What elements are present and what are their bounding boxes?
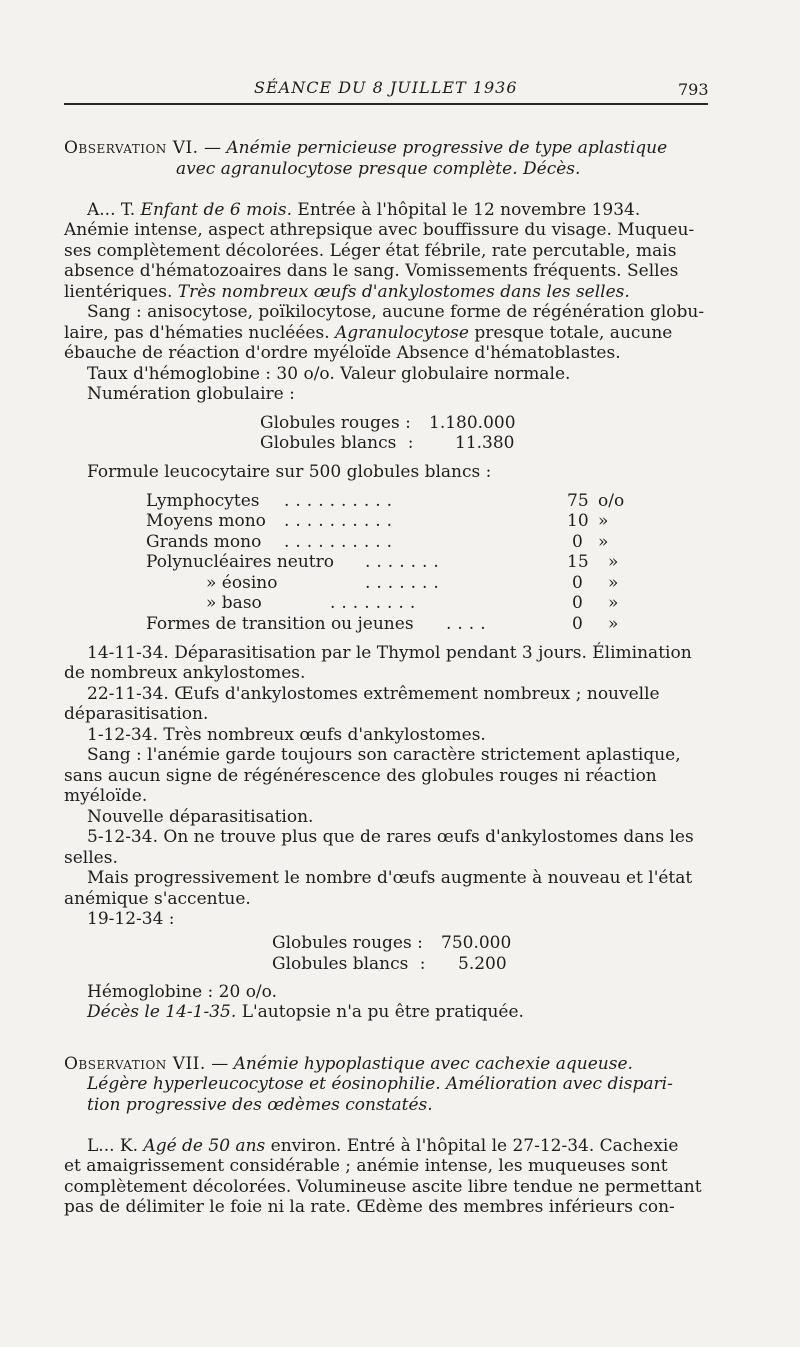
formula-dots: .......	[365, 573, 445, 593]
event-1-line2: de nombreux ankylostomes.	[64, 663, 306, 683]
obs7-heading-line1	[64, 1054, 633, 1074]
formula-dots: .......	[365, 552, 445, 572]
lienteriques: lientériques.	[64, 282, 173, 302]
formula-value: 10	[567, 511, 589, 531]
obs7-p1-line3: complètement décolorées. Volumineuse ascite libre tendue ne permettant	[64, 1177, 702, 1197]
event-5: Nouvelle déparasitisation.	[87, 807, 314, 827]
obs7-dash: —	[211, 1054, 229, 1074]
header-rule	[64, 103, 708, 105]
formula-label: Moyens mono	[146, 511, 266, 531]
count-row	[260, 433, 414, 453]
formula-dots: ..........	[284, 511, 399, 531]
hemoglobine: Hémoglobine : 20 o/o.	[87, 982, 277, 1002]
obs7-title: Anémie hypoplastique avec cachexie aqueuse.	[233, 1054, 633, 1074]
patient-age: Enfant de 6 mois.	[140, 200, 293, 220]
formula-dots: ........	[330, 593, 422, 613]
obs6-p3: Taux d'hémoglobine : 30 o/o. Valeur globulaire normale.	[87, 364, 571, 384]
obs7-title-line3: tion progressive des œdèmes constatés.	[87, 1095, 433, 1115]
admission: Entrée à l'hôpital le 12 novembre 1934.	[297, 200, 641, 220]
formula-label	[206, 573, 277, 593]
formula-label	[206, 593, 262, 613]
count-label: Globules blancs	[260, 433, 397, 453]
formule-heading: Formule leucocytaire sur 500 globules blancs :	[87, 462, 492, 482]
obs7-p1-line2: et amaigrissement considérable ; anémie intense, les muqueuses sont	[64, 1156, 668, 1176]
count-value: 1.180.000	[429, 413, 516, 433]
ditto-mark: » éosino	[206, 573, 278, 593]
formula-value: 0	[572, 614, 583, 634]
eggs-note: Très nombreux œufs d'ankylostomes dans les selles.	[177, 282, 630, 302]
obs7-p1-line1	[87, 1136, 678, 1156]
formula-value: 75	[567, 491, 589, 511]
formula-unit: o/o	[598, 491, 625, 511]
obs6-p1-line3: ses complètement décolorées. Léger état fébrile, rate percutable, mais	[64, 241, 677, 261]
formula-dots: ....	[446, 614, 492, 634]
formula-label: Lymphocytes	[146, 491, 260, 511]
formula-dots: ..........	[284, 532, 399, 552]
obs7-label: Observation VII.	[64, 1054, 206, 1074]
autopsy-note: L'autopsie n'a pu être pratiquée.	[241, 1002, 524, 1022]
running-title: SÉANCE DU 8 JUILLET 1936	[254, 78, 518, 97]
p2-a: laire, pas d'hématies nucléées.	[64, 323, 330, 343]
formula-unit: »	[598, 532, 609, 552]
event-7-line2: anémique s'accentue.	[64, 889, 251, 909]
patient-age: Agé de 50 ans	[143, 1136, 266, 1156]
patient-id: A... T.	[87, 200, 136, 220]
obs6-p1-line2: Anémie intense, aspect athrepsique avec bouffissure du visage. Muqueu-	[64, 220, 695, 240]
formula-unit: »	[608, 614, 619, 634]
count-label: Globules rouges	[272, 933, 412, 953]
obs7-p1-line4: pas de délimiter le foie ni la rate. Œdème des membres inférieurs con-	[64, 1197, 675, 1217]
count-label: Globules rouges	[260, 413, 400, 433]
admission: environ. Entré à l'hôpital le 27-12-34. Cachexie	[270, 1136, 679, 1156]
event-2-line1: 22-11-34. Œufs d'ankylostomes extrêmement nombreux ; nouvelle	[87, 684, 660, 704]
formula-value: 0	[572, 593, 583, 613]
event-4-line3: myéloïde.	[64, 786, 148, 806]
event-7-line1: Mais progressivement le nombre d'œufs augmente à nouveau et l'état	[87, 868, 693, 888]
event-4-line1: Sang : l'anémie garde toujours son caractère strictement aplastique,	[87, 745, 681, 765]
obs6-p2-line1: Sang : anisocytose, poïkilocytose, aucune forme de régénération globu-	[87, 302, 705, 322]
event-6-line1: 5-12-34. On ne trouve plus que de rares œufs d'ankylostomes dans les	[87, 827, 694, 847]
count-row	[260, 413, 411, 433]
event-1-line1: 14-11-34. Déparasitisation par le Thymol pendant 3 jours. Élimination	[87, 643, 692, 663]
patient-id: L... K.	[87, 1136, 139, 1156]
count-sep: :	[417, 933, 423, 953]
ditto-mark: » baso	[206, 593, 262, 613]
count-row	[272, 933, 423, 953]
obs6-p4: Numération globulaire :	[87, 384, 295, 404]
count-value: 750.000	[441, 933, 512, 953]
death-date: Décès le 14-1-35.	[87, 1002, 237, 1022]
count-label: Globules blancs	[272, 954, 409, 974]
count-sep: :	[419, 954, 426, 974]
event-6-line2: selles.	[64, 848, 118, 868]
formula-unit: »	[608, 593, 619, 613]
event-2-line2: déparasitisation.	[64, 704, 209, 724]
event-3: 1-12-34. Très nombreux œufs d'ankylostomes.	[87, 725, 486, 745]
formula-value: 15	[567, 552, 589, 572]
count-value: 5.200	[458, 954, 507, 974]
agranulocytose: Agranulocytose	[335, 323, 469, 343]
page-number: 793	[678, 80, 709, 99]
obs7-title-line2: Légère hyperleucocytose et éosinophilie. Amélioration avec dispari-	[87, 1074, 673, 1094]
obs6-heading-line1	[64, 138, 667, 158]
obs6-title-line2: avec agranulocytose presque complète. Décès.	[176, 159, 581, 179]
obs6-p1-line1	[87, 200, 640, 220]
formula-unit: »	[608, 552, 619, 572]
obs6-p2-line2	[64, 323, 672, 343]
count-row	[272, 954, 426, 974]
formula-unit: »	[608, 573, 619, 593]
formula-label: Formes de transition ou jeunes	[146, 614, 414, 634]
event-8: 19-12-34 :	[87, 909, 175, 929]
count-sep: :	[405, 413, 411, 433]
obs6-label: Observation VI.	[64, 138, 199, 158]
obs6-title: Anémie pernicieuse progressive de type aplastique	[226, 138, 668, 158]
formula-unit: »	[598, 511, 609, 531]
count-sep: :	[407, 433, 414, 453]
p2-c: presque totale, aucune	[474, 323, 673, 343]
event-4-line2: sans aucun signe de régénérescence des globules rouges ni réaction	[64, 766, 657, 786]
count-value: 11.380	[455, 433, 515, 453]
formula-dots: ..........	[284, 491, 399, 511]
obs6-p1-line5	[64, 282, 630, 302]
obs6-p1-line4: absence d'hématozoaires dans le sang. Vomissements fréquents. Selles	[64, 261, 679, 281]
death-line	[87, 1002, 524, 1022]
obs6-p2-line3: ébauche de réaction d'ordre myéloïde Absence d'hématoblastes.	[64, 343, 621, 363]
obs6-dash: —	[204, 138, 221, 158]
formula-label: Polynucléaires neutro	[146, 552, 334, 572]
formula-value: 0	[572, 532, 583, 552]
formula-value: 0	[572, 573, 583, 593]
formula-label: Grands mono	[146, 532, 262, 552]
